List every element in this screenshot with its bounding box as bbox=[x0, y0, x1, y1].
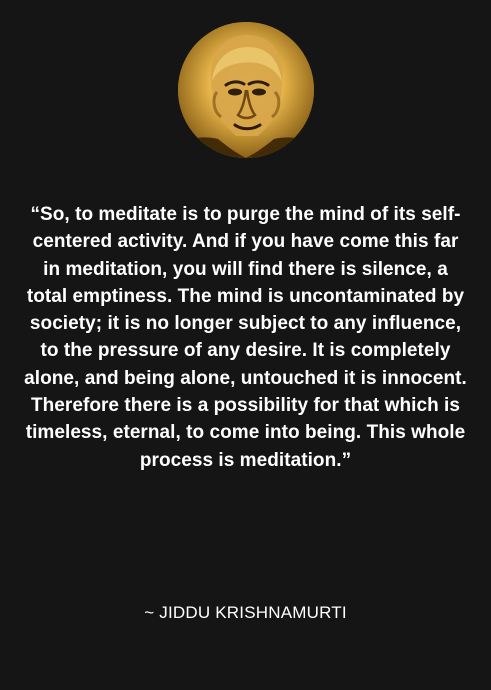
quote-attribution: ~ JIDDU KRISHNAMURTI bbox=[144, 603, 347, 622]
author-portrait bbox=[178, 22, 314, 158]
quote-text: “So, to meditate is to purge the mind of its self-centered activity. And if you have come this far in meditation, you will find there is silence, a total emptiness. The mind is uncontaminated by society; it is no longer subject to any influence, to the pressure of any desire. It is completely alone, and being alone, untouched it is innocent. Therefore there is a possibility for that which is timeless, eternal, to come into being. This whole process is meditation.” bbox=[24, 204, 467, 471]
